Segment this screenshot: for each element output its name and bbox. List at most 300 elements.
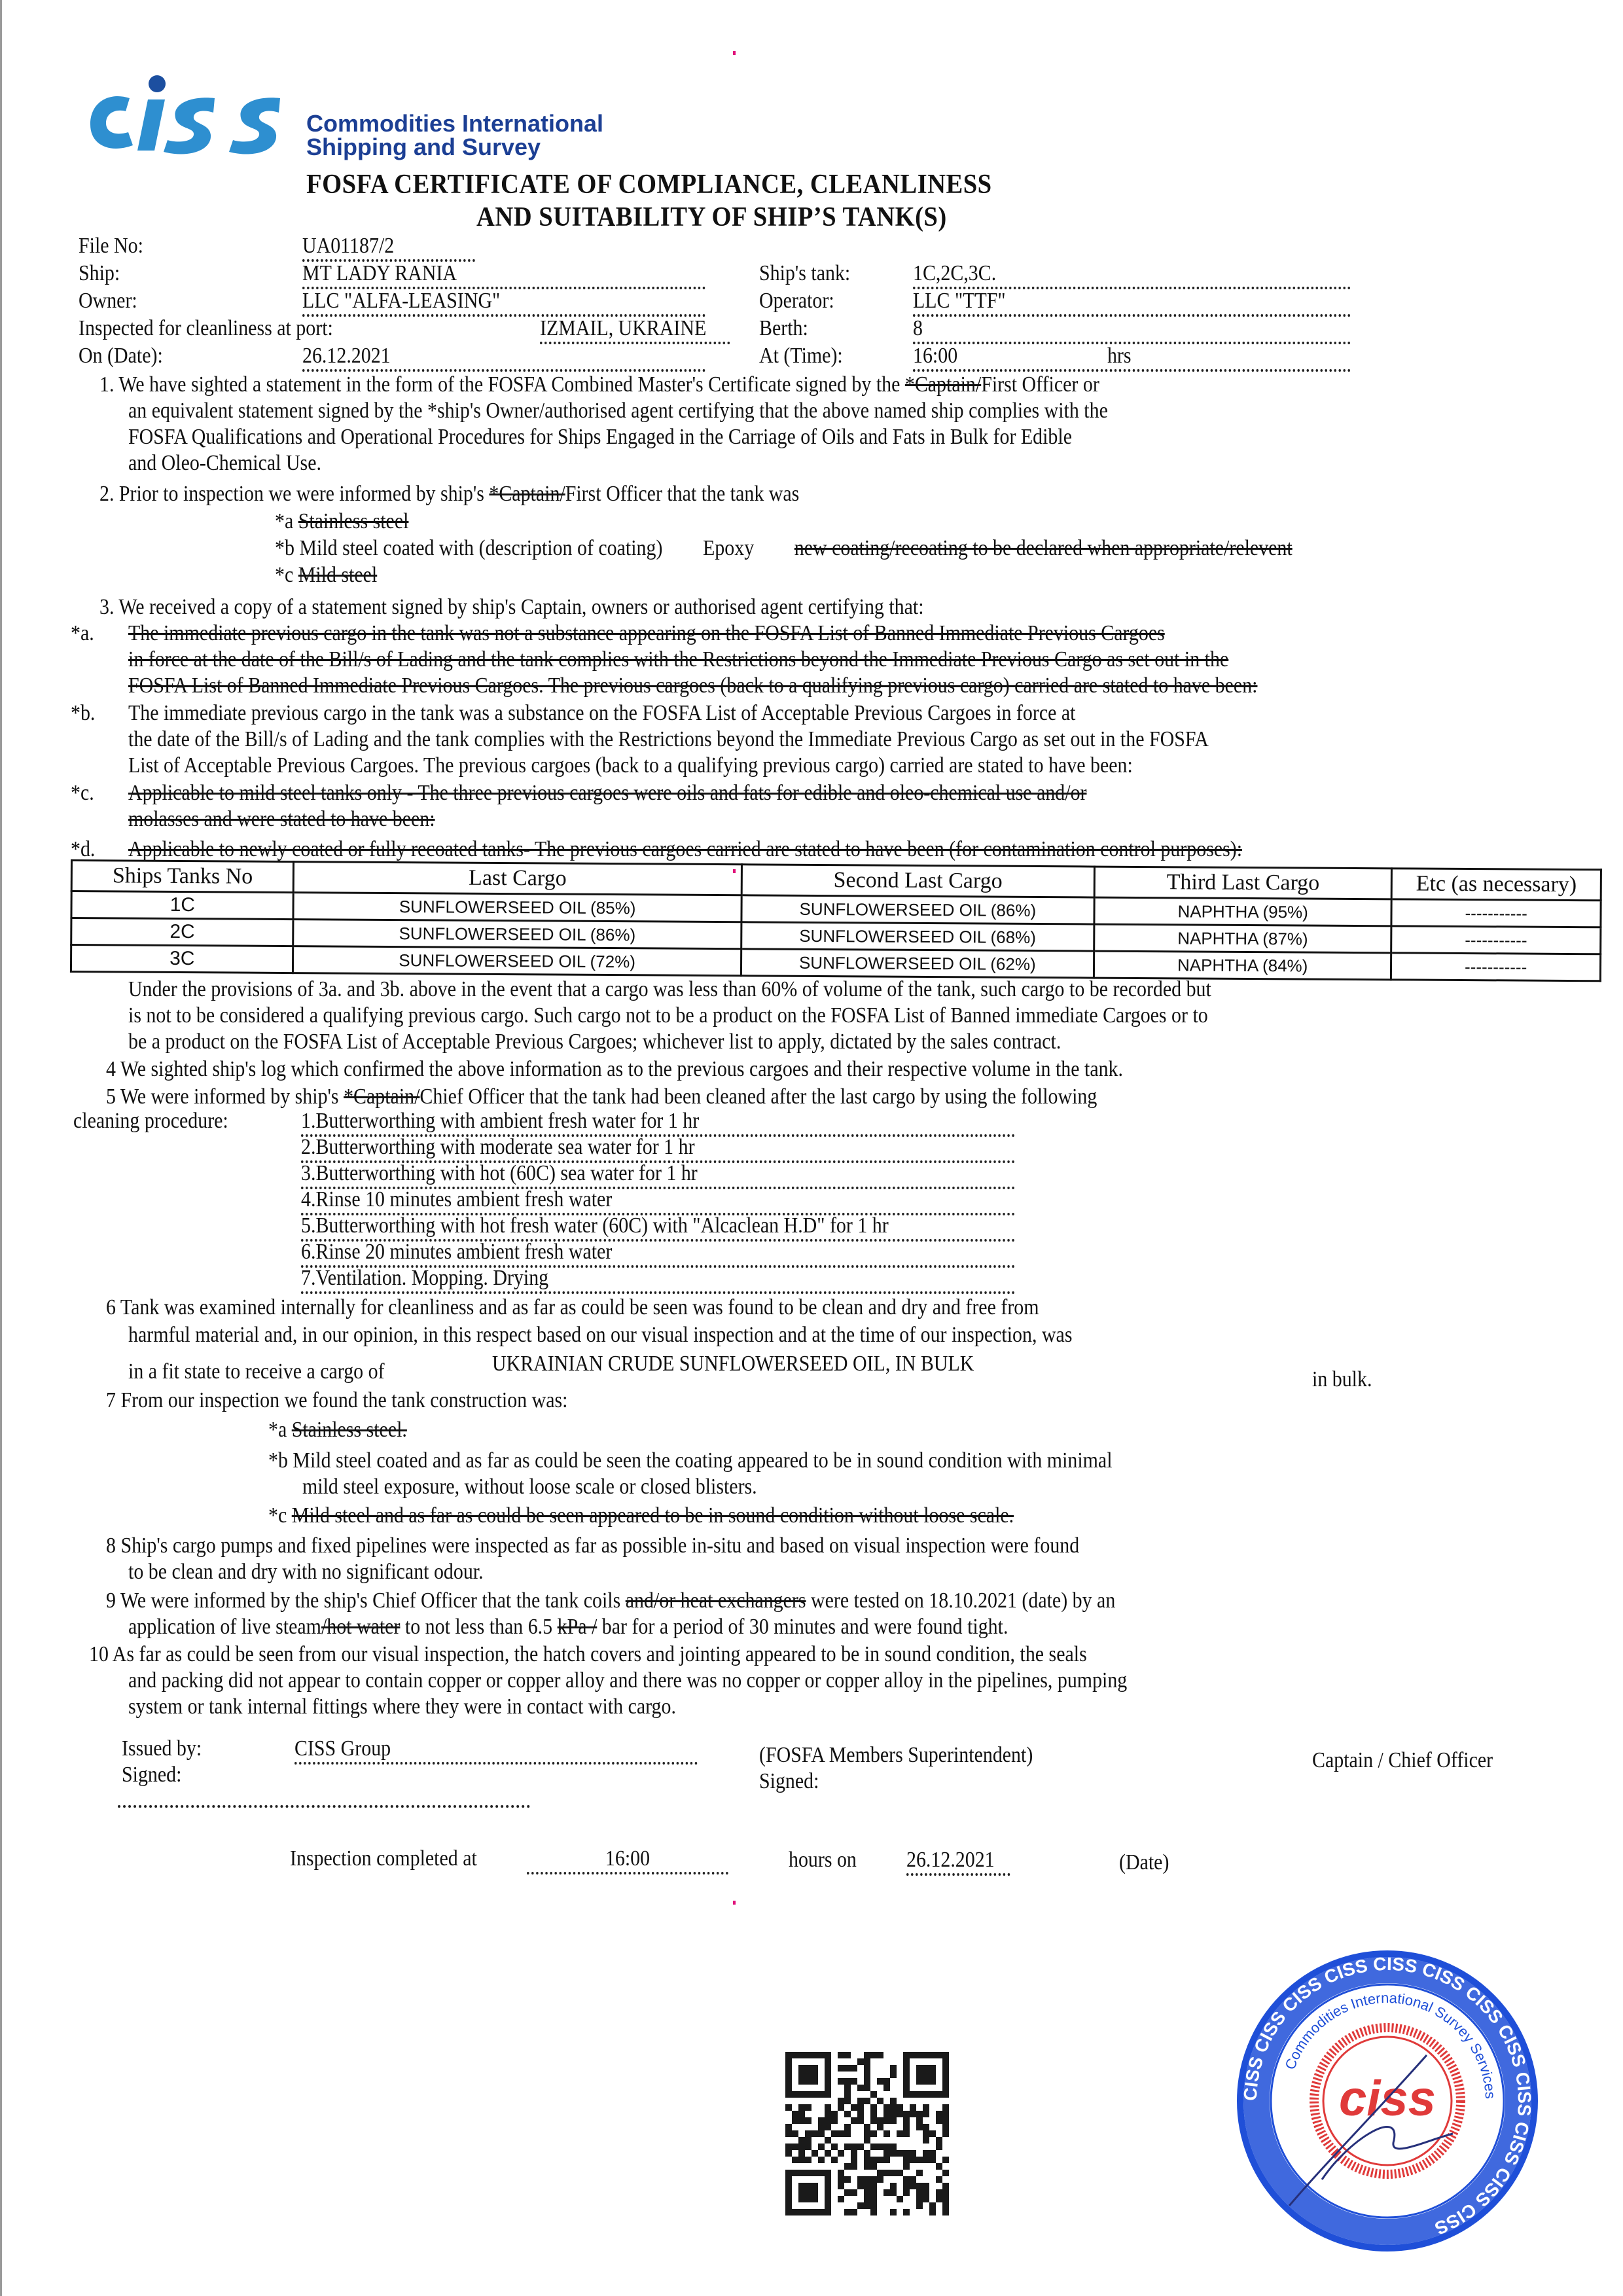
signature-line (118, 1804, 530, 1808)
qr-module (903, 2117, 910, 2124)
qr-module (936, 2189, 942, 2196)
qr-module (844, 2091, 851, 2098)
section7-option-c (268, 1503, 1014, 1529)
qr-module (923, 2124, 929, 2130)
qr-module (870, 2196, 877, 2202)
section5-line1 (106, 1084, 1097, 1110)
qr-module (897, 2111, 903, 2117)
section10-line2: and packing did not appear to contain copper or copper alloy and there was no copper or copper alloy in the pipelines, pumping (128, 1668, 1128, 1693)
qr-module (864, 2196, 870, 2202)
section3d-marker: *d. (71, 837, 96, 861)
in-bulk-text: in bulk. (1312, 1367, 1372, 1391)
qr-module (916, 2124, 923, 2130)
s1-text-a: 1. We have sighted a statement in the form of the FOSFA Combined Master's Certificate signed by the (99, 372, 905, 397)
section8-line2: to be clean and dry with no significant odour. (128, 1560, 484, 1584)
qr-module (798, 2117, 805, 2124)
ship-value: MT LADY RANIA (302, 260, 705, 289)
logo-c (90, 96, 133, 149)
qr-module (831, 2111, 838, 2117)
qr-module (916, 2189, 923, 2196)
qr-module (785, 2130, 792, 2137)
qr-module (897, 2170, 903, 2176)
qr-module (903, 2111, 910, 2117)
qr-module (812, 2150, 818, 2157)
signed-label: Signed: (122, 1763, 182, 1787)
qr-module (903, 2209, 910, 2215)
s9-struck-3: kPa / (557, 1615, 597, 1639)
qr-module (870, 2104, 877, 2111)
cargo-cell: NAPHTHA (95%) (1094, 897, 1392, 926)
qr-module (923, 2150, 929, 2157)
cargo-cell: SUNFLOWERSEED OIL (72%) (293, 946, 741, 976)
qr-module (838, 2078, 844, 2085)
qr-module (942, 2117, 949, 2124)
cleaning-step: 6.Rinse 20 minutes ambient fresh water (301, 1239, 1015, 1268)
qr-module (883, 2157, 890, 2163)
qr-module (923, 2189, 929, 2196)
qr-module (785, 2144, 792, 2150)
qr-module (870, 2176, 877, 2183)
qr-module (883, 2150, 890, 2157)
section1-line2: an equivalent statement signed by the *ship's Owner/authorised agent certifying that the above named ship complies with the (128, 399, 1108, 423)
completion-time: 16:00 (527, 1846, 728, 1874)
s5-text-a: 5 We were informed by ship's (106, 1085, 344, 1109)
section10-line3: system or tank internal fittings where they were in contact with cargo. (128, 1695, 676, 1719)
qr-module (897, 2130, 903, 2137)
s2b-coating: Epoxy (703, 536, 755, 560)
qr-module (844, 2176, 851, 2183)
qr-module (838, 2130, 844, 2137)
qr-module (792, 2130, 798, 2137)
qr-module (857, 2058, 864, 2065)
s9-text-c: were tested on 18.10.2021 (date) by an (806, 1588, 1116, 1613)
qr-module (903, 2183, 910, 2189)
qr-module (897, 2150, 903, 2157)
section6-line2: harmful material and, in our opinion, in this respect based on our visual inspection and at the time of our inspection, was (128, 1323, 1073, 1347)
qr-module (798, 2183, 818, 2202)
cargo-cell: ----------- (1391, 899, 1601, 927)
qr-module (798, 2144, 805, 2150)
s2-text-a: 2. Prior to inspection we were informed by ship's (99, 482, 490, 506)
qr-module (864, 2189, 870, 2196)
qr-module (916, 2117, 923, 2124)
logo-i (137, 99, 165, 151)
qr-module (897, 2196, 903, 2202)
qr-module (838, 2104, 844, 2111)
owner-value: LLC "ALFA-LEASING" (302, 288, 705, 317)
qr-module (825, 2111, 831, 2117)
ship-label: Ship: (79, 261, 120, 285)
fosfa-superintendent-label: (FOSFA Members Superintendent) (759, 1743, 1033, 1767)
qr-module (877, 2052, 883, 2058)
tank-cell: 3C (71, 945, 293, 973)
qr-module (916, 2196, 923, 2202)
qr-module (923, 2104, 929, 2111)
date-label: On (Date): (79, 344, 163, 368)
date-value: 26.12.2021 (302, 343, 705, 372)
section3b-marker: *b. (71, 701, 96, 725)
qr-module (897, 2104, 903, 2111)
qr-module (877, 2157, 883, 2163)
issued-by-label: Issued by: (122, 1736, 202, 1761)
qr-module (864, 2163, 870, 2170)
section3c-line2: molasses and were stated to have been: (128, 807, 435, 831)
qr-module (785, 2150, 792, 2157)
s1-struck: *Captain/ (904, 372, 982, 397)
qr-module (844, 2124, 851, 2130)
qr-module (923, 2137, 929, 2144)
qr-module (818, 2117, 825, 2124)
s9-struck-1: and/or heat exchangers (625, 1588, 806, 1613)
s2a-struck: Stainless steel (298, 509, 409, 533)
qr-module (883, 2170, 890, 2176)
qr-module (838, 2170, 844, 2176)
s7a-marker: *a (268, 1418, 287, 1442)
section7-intro: 7 From our inspection we found the tank construction was: (106, 1388, 568, 1412)
qr-module (870, 2052, 877, 2058)
qr-module (890, 2183, 897, 2189)
tank-cell: 1C (71, 891, 294, 920)
qr-module (864, 2078, 870, 2085)
qr-module (844, 2111, 851, 2117)
qr-module (929, 2150, 936, 2157)
qr-module (851, 2144, 857, 2150)
qr-module (825, 2124, 831, 2130)
section1-line4: and Oleo-Chemical Use. (128, 451, 321, 475)
qr-modules (785, 2052, 949, 2215)
qr-module (923, 2183, 929, 2189)
qr-module (864, 2085, 870, 2091)
port-value: IZMAIL, UKRAINE (540, 315, 730, 344)
qr-module (844, 2065, 851, 2072)
qr-code (785, 2052, 949, 2215)
qr-module (942, 2130, 949, 2137)
tank-cell: 2C (71, 918, 294, 946)
logo-dot (149, 75, 166, 92)
qr-module (825, 2150, 831, 2157)
s1-text-c: First Officer or (981, 372, 1099, 397)
qr-module (857, 2202, 864, 2209)
qr-module (792, 2144, 798, 2150)
qr-module (929, 2209, 936, 2215)
provisions-line1: Under the provisions of 3a. and 3b. above in the event that a cargo was less than 60% of volume of the tank, such cargo to be recorded but (128, 977, 1211, 1001)
qr-module (877, 2176, 883, 2183)
logo-s1 (164, 98, 215, 154)
provisions-line3: be a product on the FOSFA List of Acceptable Previous Cargoes; whichever list to apply, dictated by the sales contract. (128, 1030, 1061, 1054)
qr-module (877, 2124, 883, 2130)
qr-module (864, 2058, 870, 2065)
section2-option-a (275, 509, 408, 535)
column-header: Third Last Cargo (1094, 867, 1392, 899)
qr-module (831, 2130, 838, 2137)
qr-module (942, 2170, 949, 2176)
qr-module (818, 2144, 825, 2150)
cargo-cell: NAPHTHA (84%) (1094, 951, 1391, 980)
ciss-logo (84, 72, 293, 157)
column-header: Second Last Cargo (741, 865, 1095, 897)
qr-module (870, 2130, 877, 2137)
section3a-marker: *a. (71, 621, 94, 645)
qr-module (936, 2144, 942, 2150)
qr-module (929, 2130, 936, 2137)
qr-module (870, 2157, 877, 2163)
qr-module (857, 2104, 864, 2111)
stamp-ring-text: CISS CISS CISS CISS CISS CISS CISS CISS CISS CISS CISS CISS (1240, 1953, 1535, 2239)
s2-struck: *Captain/ (489, 482, 565, 506)
certificate-title-line1: FOSFA CERTIFICATE OF COMPLIANCE, CLEANLINESS (306, 170, 992, 200)
qr-module (805, 2157, 812, 2163)
s7a-struck: Stainless steel. (291, 1418, 407, 1442)
qr-module (916, 2170, 923, 2176)
section3b-line2: the date of the Bill/s of Lading and the tank complies with the Restrictions beyond the Immediate Previous Cargo as set out in the FOSFA (128, 727, 1209, 751)
qr-module (942, 2157, 949, 2163)
qr-module (857, 2176, 864, 2183)
s7c-struck: Mild steel and as far as could be seen appeared to be in sound condition without loose scale. (291, 1503, 1014, 1528)
qr-module (936, 2111, 942, 2117)
qr-module (831, 2117, 838, 2124)
qr-module (916, 2111, 923, 2117)
section8-line1: 8 Ship's cargo pumps and fixed pipelines were inspected as far as possible in-situ and based on visual inspection were found (106, 1534, 1080, 1558)
qr-module (851, 2104, 857, 2111)
qr-module (864, 2137, 870, 2144)
stamp-center-logo: ciss (1339, 2071, 1436, 2126)
qr-module (883, 2078, 890, 2085)
qr-module (883, 2144, 890, 2150)
cargo-cell: SUNFLOWERSEED OIL (85%) (293, 893, 741, 922)
section2-option-b (275, 535, 1293, 562)
qr-module (877, 2078, 883, 2085)
s2-text-c: First Officer that the tank was (565, 482, 800, 506)
qr-module (798, 2111, 805, 2117)
qr-module (857, 2144, 864, 2150)
qr-module (883, 2189, 890, 2196)
inspection-completed-label: Inspection completed at (290, 1846, 477, 1871)
qr-module (851, 2150, 857, 2157)
section3b-line1: The immediate previous cargo in the tank was a substance on the FOSFA List of Acceptable Previous Cargoes in force at (128, 701, 1076, 725)
qr-module (805, 2130, 812, 2137)
qr-module (851, 2209, 857, 2215)
qr-module (805, 2144, 812, 2150)
qr-module (805, 2104, 812, 2111)
qr-module (844, 2163, 851, 2170)
qr-module (942, 2124, 949, 2130)
qr-module (798, 2065, 818, 2085)
qr-module (805, 2117, 812, 2124)
section3d-line1: Applicable to newly coated or fully recoated tanks- The previous cargoes carried are stated to have been (for contamination control purposes): (128, 837, 1243, 861)
qr-module (923, 2111, 929, 2117)
berth-value: 8 (913, 315, 1351, 344)
s9-text-2e: bar for a period of 30 minutes and were found tight. (597, 1615, 1008, 1639)
qr-module (864, 2124, 870, 2130)
qr-module (857, 2098, 864, 2104)
section7-option-b (268, 1448, 1113, 1474)
qr-module (785, 2124, 792, 2130)
qr-module (825, 2117, 831, 2124)
s2b-text: Mild steel coated with (description of coating) (299, 536, 663, 560)
company-name-line1: Commodities International (306, 110, 604, 137)
qr-module (883, 2085, 890, 2091)
scan-artifact (733, 51, 736, 55)
qr-module (890, 2209, 897, 2215)
qr-module (870, 2209, 877, 2215)
column-header: Last Cargo (294, 862, 741, 895)
owner-label: Owner: (79, 289, 137, 313)
qr-module (877, 2098, 883, 2104)
qr-module (851, 2117, 857, 2124)
qr-module (890, 2098, 897, 2104)
qr-module (838, 2183, 844, 2189)
qr-module (923, 2196, 929, 2202)
s9-struck-2: /hot water (321, 1615, 401, 1639)
qr-module (910, 2157, 916, 2163)
fosfa-signed-label: Signed: (759, 1769, 819, 1793)
captain-chief-officer-label: Captain / Chief Officer (1312, 1748, 1493, 1772)
qr-module (883, 2130, 890, 2137)
qr-module (844, 2085, 851, 2091)
qr-module (870, 2202, 877, 2209)
qr-module (923, 2157, 929, 2163)
time-label: At (Time): (759, 344, 843, 368)
section2-option-c (275, 562, 377, 588)
s7b-marker: *b (268, 1448, 288, 1473)
qr-module (883, 2104, 890, 2111)
qr-module (798, 2150, 805, 2157)
logo-s2 (229, 98, 280, 154)
qr-module (910, 2176, 916, 2183)
qr-module (877, 2170, 883, 2176)
qr-module (857, 2183, 864, 2189)
qr-module (844, 2078, 851, 2085)
qr-module (831, 2157, 838, 2163)
section3a-line2: in force at the date of the Bill/s of Lading and the tank complies with the Restrictions beyond the Immediate Previous Cargo as set out in the (128, 647, 1229, 672)
cleaning-procedure-label: cleaning procedure: (73, 1109, 228, 1133)
qr-module (916, 2065, 936, 2085)
section2-line1 (99, 481, 799, 507)
qr-module (870, 2189, 877, 2196)
qr-module (825, 2137, 831, 2144)
section4: 4 We sighted ship's log which confirmed the above information as to the previous cargoes and their respective volume in the tank. (106, 1057, 1124, 1081)
s7b-text: Mild steel coated and as far as could be seen the coating appeared to be in sound condition with minimal (293, 1448, 1113, 1473)
qr-module (851, 2163, 857, 2170)
qr-module (818, 2124, 825, 2130)
qr-module (903, 2124, 910, 2130)
qr-module (942, 2202, 949, 2209)
qr-module (812, 2130, 818, 2137)
column-header: Etc (as necessary) (1391, 869, 1601, 901)
cargo-cell: SUNFLOWERSEED OIL (86%) (741, 895, 1095, 924)
qr-module (838, 2098, 844, 2104)
section9-line1 (106, 1588, 1115, 1614)
qr-module (942, 2209, 949, 2215)
scan-artifact (733, 1901, 736, 1905)
section3c-marker: *c. (71, 781, 94, 805)
qr-module (838, 2176, 844, 2183)
qr-module (890, 2111, 897, 2117)
section10-line1: 10 As far as could be seen from our visual inspection, the hatch covers and jointing appeared to be in sound condition, the seals (89, 1642, 1087, 1666)
section7-option-b-line2: mild steel exposure, without loose scale or closed blisters. (302, 1475, 757, 1499)
certificate-title-line2: AND SUITABILITY OF SHIP’S TANK(S) (476, 202, 947, 232)
qr-module (864, 2157, 870, 2163)
qr-module (903, 2163, 910, 2170)
qr-module (903, 2150, 910, 2157)
previous-cargo-table (70, 859, 1602, 982)
hours-on-label: hours on (789, 1848, 857, 1872)
qr-module (864, 2130, 870, 2137)
s9-text-2c: to not less than 6.5 (400, 1615, 558, 1639)
cleaning-step: 3.Butterworthing with hot (60C) sea water for 1 hr (301, 1160, 1015, 1189)
qr-module (877, 2144, 883, 2150)
qr-module (942, 2111, 949, 2117)
cargo-cell: SUNFLOWERSEED OIL (68%) (741, 922, 1094, 951)
qr-module (838, 2196, 844, 2202)
qr-module (792, 2111, 798, 2117)
stamp-inner-text: Commodities International Survey Services (1281, 1989, 1499, 2100)
qr-module (864, 2098, 870, 2104)
cargo-cell: SUNFLOWERSEED OIL (86%) (293, 920, 741, 949)
qr-module (870, 2163, 877, 2170)
cleaning-step: 2.Butterworthing with moderate sea water for 1 hr (301, 1134, 1015, 1163)
qr-module (864, 2072, 870, 2078)
qr-module (890, 2150, 897, 2157)
qr-module (890, 2170, 897, 2176)
qr-module (883, 2111, 890, 2117)
section3a-line1: The immediate previous cargo in the tank was not a substance appearing on the FOSFA List of Banned Immediate Previous Cargoes (128, 621, 1165, 645)
qr-module (838, 2150, 844, 2157)
qr-module (929, 2157, 936, 2163)
s5-text-c: Chief Officer that the tank had been cleaned after the last cargo by using the following (419, 1085, 1097, 1109)
qr-module (936, 2117, 942, 2124)
operator-label: Operator: (759, 289, 834, 313)
page-edge (0, 0, 2, 2296)
qr-module (877, 2117, 883, 2124)
qr-module (844, 2130, 851, 2137)
qr-module (838, 2052, 844, 2058)
qr-module (870, 2091, 877, 2098)
qr-module (916, 2157, 923, 2163)
qr-module (844, 2098, 851, 2104)
qr-module (851, 2078, 857, 2085)
qr-module (870, 2117, 877, 2124)
issued-by-value: CISS Group (294, 1736, 698, 1765)
qr-module (903, 2157, 910, 2163)
section3c-line1: Applicable to mild steel tanks only - The three previous cargoes were oils and fats for edible and oleo-chemical use and/or (128, 781, 1087, 805)
qr-module (890, 2072, 897, 2078)
file-no-label: File No: (79, 234, 143, 258)
qr-module (825, 2104, 831, 2111)
section3b-line3: List of Acceptable Previous Cargoes. The previous cargoes (back to a qualifying previous cargo) carried are stated to have been: (128, 753, 1133, 778)
qr-module (883, 2117, 890, 2124)
section1-line1 (99, 372, 1099, 398)
qr-module (864, 2065, 870, 2072)
qr-module (890, 2189, 897, 2196)
ships-tank-value: 1C,2C,3C. (913, 260, 1351, 289)
qr-module (890, 2104, 897, 2111)
qr-module (838, 2065, 844, 2072)
qr-module (798, 2157, 805, 2163)
qr-module (942, 2104, 949, 2111)
qr-module (805, 2137, 812, 2144)
s2c-struck: Mild steel (298, 563, 378, 587)
time-value (913, 343, 1351, 372)
qr-module (792, 2117, 798, 2124)
qr-module (857, 2117, 864, 2124)
qr-module (844, 2189, 851, 2196)
qr-module (785, 2104, 792, 2111)
file-no-value: UA01187/2 (302, 233, 475, 262)
date-suffix-label: (Date) (1119, 1850, 1169, 1874)
qr-module (870, 2111, 877, 2117)
qr-module (851, 2189, 857, 2196)
